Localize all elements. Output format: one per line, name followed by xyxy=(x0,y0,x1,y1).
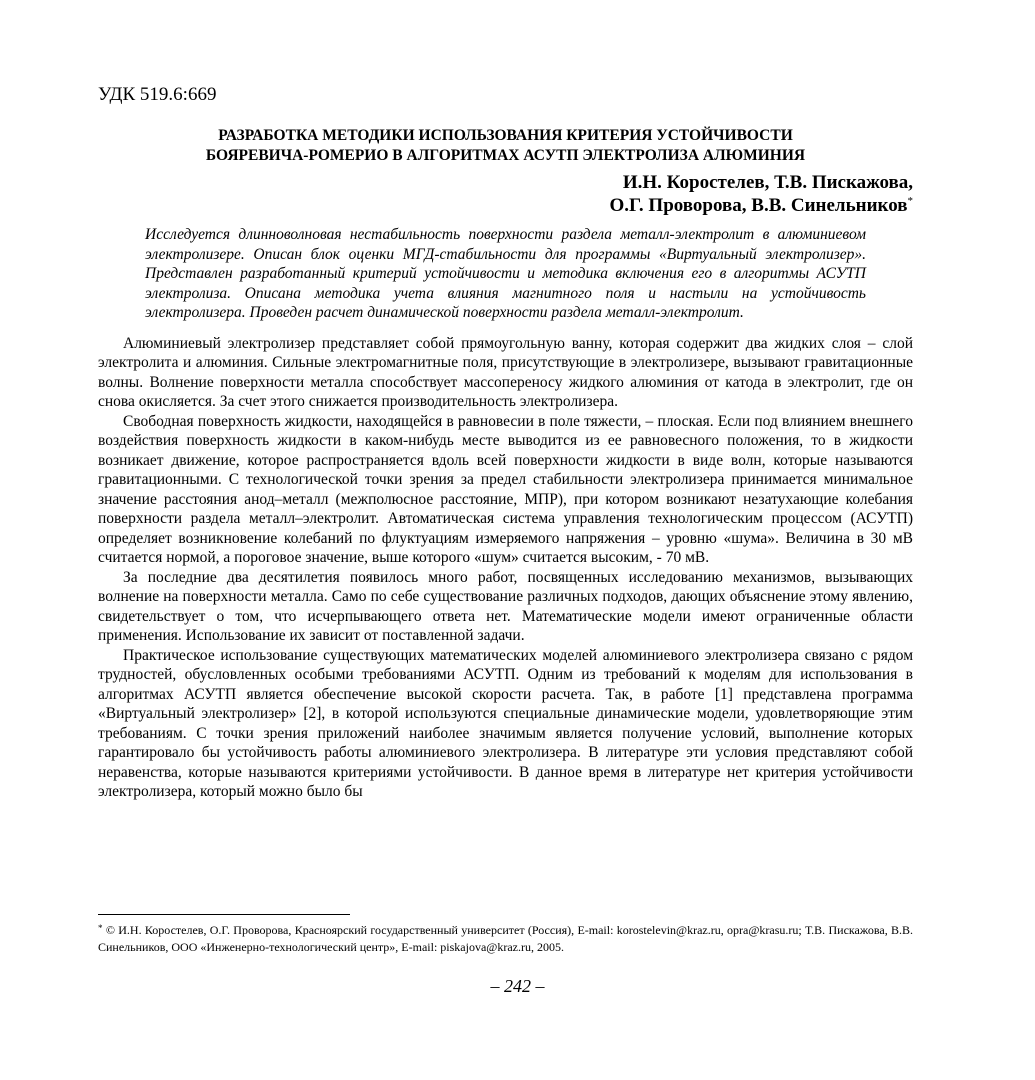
authors-line-2-text: О.Г. Проворова, В.В. Синельников xyxy=(609,195,908,216)
footnote-text: © И.Н. Коростелев, О.Г. Проворова, Красноярский государственный университет (Россия), E-mail: korostelevin@kraz.ru, opra@krasu.ru; Т.В. Пискажова, В.В. Синельников, ООО «Инженерно-технологический центр», E-mail: piskajova@kraz.ru, 2005. xyxy=(98,923,914,954)
article-title xyxy=(98,126,913,166)
footnote-mark: * xyxy=(98,923,103,933)
abstract: Исследуется длинноволновая нестабильность поверхности раздела металл-электролит в алюминиевом электролизере. Описан блок оценки МГД-стабильности для программы «Виртуальный электролизер». Представлен разработанный критерий устойчивости и методика включения его в алгоритмы АСУТП электролиза. Описана методика учета влияния магнитного поля и настыли на устойчивость электролизера. Проведен расчет динамической поверхности раздела металл-электролит. xyxy=(145,226,866,321)
title-line-1: РАЗРАБОТКА МЕТОДИКИ ИСПОЛЬЗОВАНИЯ КРИТЕРИЯ УСТОЙЧИВОСТИ xyxy=(218,127,793,144)
footnote-divider xyxy=(98,914,350,915)
article-page xyxy=(98,80,913,802)
udk-code: УДК 519.6:669 xyxy=(98,84,217,105)
authors xyxy=(98,171,913,217)
footnote xyxy=(98,922,913,956)
authors-line-1: И.Н. Коростелев, Т.В. Пискажова, xyxy=(622,172,913,193)
page-number: – 242 – xyxy=(490,976,545,996)
paragraph-3: За последние два десятилетия появилось много работ, посвященных исследованию механизмов, вызывающих волнение на поверхности металла. Само по себе существование различных подходов, дающих объяснение этому явлению, свидетельствует о том, что исчерпывающего ответа нет. Математические модели имеют ограниченные области применения. Использование их зависит от поставленной задачи. xyxy=(98,568,913,644)
paragraph-4: Практическое использование существующих математических моделей алюминиевого электролизера связано с рядом трудностей, обусловленных особыми требованиями АСУТП. Одним из требований к моделям для использования в алгоритмах АСУТП является обеспечение высокой скорости расчета. Так, в работе [1] представлена программа «Виртуальный электролизер» [2], в которой используются специальные динамические модели, удовлетворяющие этим требованиям. С точки зрения приложений наиболее значимым является получение условий, выполнение которых гарантировало бы устойчивость работы алюминиевого электролизера. В литературе эти условия представляют собой неравенства, которые называются критериями устойчивости. В данное время в литературе нет критерия устойчивости электролизера, который можно было бы xyxy=(98,646,913,800)
paragraph-2: Свободная поверхность жидкости, находящейся в равновесии в поле тяжести, – плоская. Если под влиянием внешнего воздействия поверхность жидкости в каком-нибудь месте выводится из ее равновесного положения, то в жидкости возникает движение, которое распространяется вдоль всей поверхности жидкости в виде волн, которые называются гравитационными. С технологической точки зрения за предел стабильности электролизера принимается минимальное значение расстояния анод–металл (межполюсное расстояние, МПР), при котором возникают незатухающие колебания поверхности раздела металл–электролит. Автоматическая система управления технологическим процессом (АСУТП) определяет возникновение колебаний по флуктуациям измеряемого напряжения – уровню «шума». Величина в 30 мВ считается нормой, а пороговое значение, выше которого «шум» считается высоким, - 70 мВ. xyxy=(98,412,913,566)
title-line-2: БОЯРЕВИЧА-РОМЕРИО В АЛГОРИТМАХ АСУТП ЭЛЕКТРОЛИЗА АЛЮМИНИЯ xyxy=(205,147,806,164)
author-footnote-mark: * xyxy=(907,195,913,207)
authors-line-2 xyxy=(98,194,913,217)
body-text xyxy=(98,334,913,802)
paragraph-1: Алюминиевый электролизер представляет собой прямоугольную ванну, которая содержит два жидких слоя – слой электролита и алюминия. Сильные электромагнитные поля, присутствующие в электролизере, вызывают гравитационные волны. Волнение поверхности металла способствует массопереносу жидкого алюминия от катода в электролит, где он снова окисляется. За счет этого снижается производительность электролизера. xyxy=(98,334,913,410)
